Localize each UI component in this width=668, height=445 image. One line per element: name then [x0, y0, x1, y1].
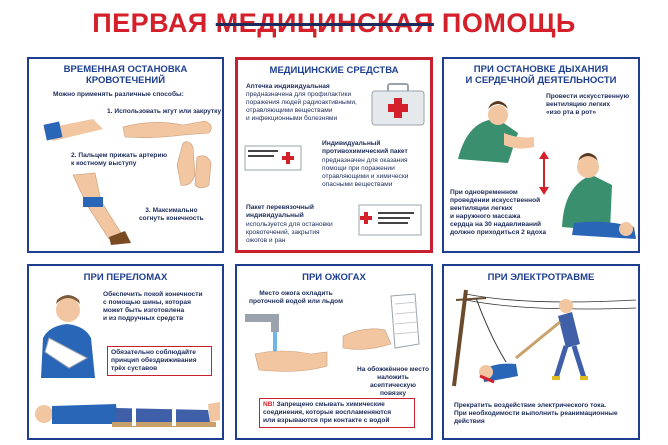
title-word-3: ПОМОЩЬ: [441, 8, 576, 38]
electro-text: [454, 402, 618, 426]
leg-splint-illustration: [32, 396, 222, 436]
kit-desc-line: и инфекционными болезнями: [246, 115, 338, 122]
three-joints-rule-box: [107, 346, 212, 376]
panel-medical-supplies: [235, 57, 433, 253]
warning-label: NB!: [263, 401, 275, 408]
vent-line: Провести искусственную: [546, 93, 630, 100]
bleeding-step-1: 1. Использовать жгут или закрутку: [107, 108, 222, 115]
panel-burns: [235, 264, 433, 440]
dress-title-line-2: индивидуальный: [246, 212, 304, 219]
electro-line: Прекратить воздействие электрического тока.: [454, 402, 607, 409]
panel-fractures-title: ПРИ ПЕРЕЛОМАХ: [83, 272, 168, 283]
warning-line: соединения, которые воспламеняются: [263, 409, 392, 416]
step-3-line-2: согнуть конечность: [139, 215, 204, 222]
kit-desc-line: отравляющими веществами: [246, 107, 333, 114]
bandaged-hand-illustration: [335, 286, 431, 368]
power-line-rescue-illustration: [446, 286, 640, 396]
rule-line: трёх суставов: [111, 365, 158, 372]
anti-title-line-2: противохимический пакет: [322, 148, 408, 155]
anti-title-line-1: Индивидуальный: [322, 140, 381, 147]
panel-breathing-title: [444, 64, 638, 86]
dress-line: На обожжённое место: [356, 366, 430, 373]
cool-burn-text: [249, 290, 343, 306]
rule-line: принцип обездвиживания: [111, 357, 197, 364]
panel-fractures: [27, 264, 224, 440]
kit-desc-line: предназначена для профилактики: [246, 91, 352, 98]
dress-desc-line: ожогов и ран: [246, 237, 286, 244]
arm-sling-illustration: [35, 286, 101, 382]
warning-line: Запрещено смывать химические: [276, 401, 385, 408]
cool-line: проточной водой или льдом: [249, 298, 343, 305]
chest-compression-illustration: [554, 145, 640, 249]
dress-line: повязку: [379, 390, 407, 397]
ventilation-text: [546, 93, 629, 117]
cpr-line: и наружного массажа: [450, 213, 521, 220]
mouth-to-mouth-illustration: [448, 89, 538, 169]
antichemical-description: [322, 157, 408, 189]
dressing-packet-icon: [358, 204, 422, 236]
cpr-line: должно приходиться 2 вдоха: [450, 229, 547, 236]
panel-breathing-cpr: [442, 57, 640, 253]
vent-line: «изо рта в рот»: [546, 109, 597, 116]
anti-desc-line: опасными веществами: [322, 181, 393, 188]
dressing-description: [246, 221, 333, 245]
first-aid-kit-icon: [370, 82, 426, 128]
anti-desc-line: отравляющими и химически: [322, 173, 409, 180]
bleeding-step-2: [71, 152, 167, 168]
fracture-line: Обеспечить покой конечности: [103, 291, 203, 298]
fracture-line: с помощью шины, которая: [103, 299, 191, 306]
title-line-1: ВРЕМЕННАЯ ОСТАНОВКА: [63, 64, 188, 75]
cpr-line: При одновременном: [450, 189, 518, 196]
vent-line: вентиляцию легких: [546, 101, 611, 108]
panel-supplies-title: МЕДИЦИНСКИЕ СРЕДСТВА: [269, 65, 399, 76]
title-word-2: МЕДИЦИНСКАЯ: [215, 8, 434, 38]
kit-desc-line: поражения людей радиоактивными,: [246, 99, 357, 106]
rule-line: Обязательно соблюдайте: [111, 349, 196, 356]
antichemical-packet-icon: [244, 145, 302, 171]
bleeding-step-3: [139, 207, 204, 223]
dress-line: наложить асептическую: [370, 374, 416, 389]
fractures-text: [103, 291, 203, 323]
title-line-2: КРОВОТЕЧЕНИЙ: [85, 75, 166, 86]
bent-leg-illustration: [65, 171, 135, 251]
fracture-line: и из подручных средств: [103, 315, 184, 322]
antichemical-title: [322, 140, 408, 156]
title-word-1: ПЕРВАЯ: [92, 8, 208, 38]
title-line-2: И СЕРДЕЧНОЙ ДЕЯТЕЛЬНОСТИ: [465, 75, 617, 86]
cpr-text: [450, 189, 546, 237]
electro-line: При необходимости выполнить реанимационные: [454, 410, 618, 417]
poster-title: [0, 6, 668, 40]
dress-title-line-1: Пакет перевязочный: [246, 204, 314, 211]
dress-desc-line: кровотечений, закрытия: [246, 229, 320, 236]
panel-bleeding-title: [29, 64, 222, 86]
step-2-line-2: к костному выступу: [71, 160, 137, 167]
chemical-warning-box: [259, 398, 415, 428]
dressing-burn-text: [355, 366, 431, 398]
step-2-line-1: 2. Пальцем прижать артерию: [71, 152, 168, 159]
electro-line: действия: [454, 418, 485, 425]
warning-line: или взрываются при контакте с водой: [263, 417, 390, 424]
fracture-line: может быть изготовлена: [103, 307, 185, 314]
anti-desc-line: предназначен для оказания: [322, 157, 408, 164]
anti-desc-line: помощи при поражении: [322, 165, 395, 172]
panel-burns-title: ПРИ ОЖОГАХ: [302, 272, 366, 283]
cpr-line: сердца на 30 надавливаний: [450, 221, 542, 228]
cpr-line: проведении искусственной: [450, 197, 541, 204]
panel-electrotrauma: [442, 264, 640, 440]
title-line-1: ПРИ ОСТАНОВКЕ ДЫХАНИЯ: [473, 64, 609, 75]
panel-electro-title: ПРИ ЭЛЕКТРОТРАВМЕ: [487, 272, 595, 283]
step-3-line-1: 3. Максимально: [145, 207, 198, 214]
kit-title: Аптечка индивидуальная: [246, 83, 330, 90]
dressing-title: [246, 204, 314, 220]
artery-press-illustration: [169, 135, 219, 195]
water-tap-illustration: [241, 308, 331, 390]
cpr-line: вентиляции легких: [450, 205, 513, 212]
cool-line: Место ожога охладить: [259, 290, 333, 297]
bleeding-intro: Можно применять различные способы:: [53, 91, 184, 98]
kit-description: [246, 91, 357, 123]
panel-bleeding: [27, 57, 224, 253]
dress-desc-line: используется для остановки: [246, 221, 333, 228]
